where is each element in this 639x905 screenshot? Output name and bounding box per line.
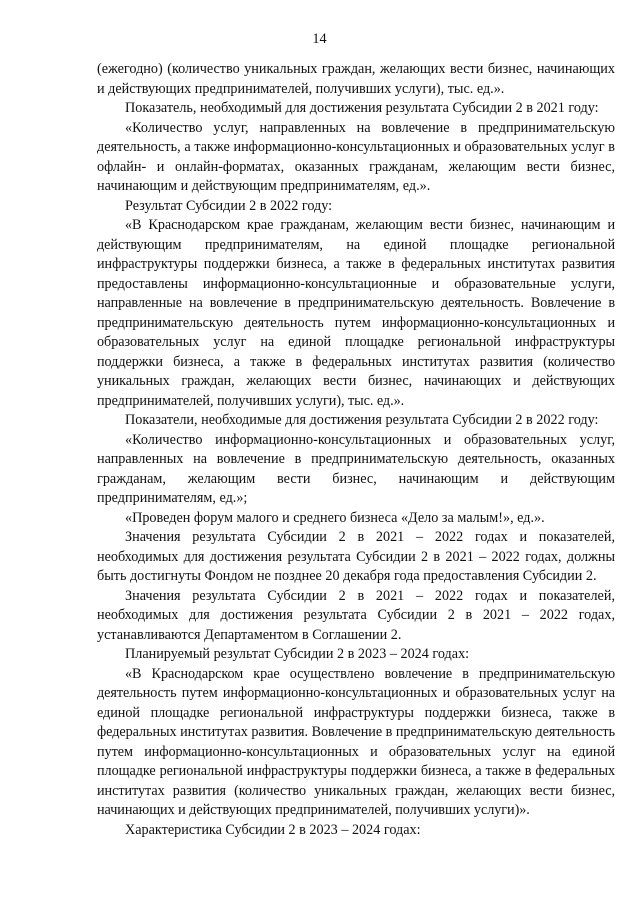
paragraph-result-2022-text: «В Краснодарском крае гражданам, желающим вести бизнес, начинающим и действующим предпринимателям, на единой площадке региональной инфраструктуры поддержки бизнеса, а также в федеральных институтах развития предоставлены информационно-консультационные и образовательные услуги, направленные на вовлечение в предпринимательскую деятельность. Вовлечение в предпринимательскую деятельность путем информационно-консультационных и образовательных услуг на единой площадке региональной инфраструктуры поддержки бизнеса, а также в федеральных институтах развития (количество уникальных граждан, желающих вести бизнес, начинающих и действующих предпринимателей, получивших услуги), тыс. ед.».	[97, 217, 615, 409]
paragraph-indicator-2022-forum: «Проведен форум малого и среднего бизнеса «Дело за малым!», ед.».	[125, 509, 545, 526]
paragraph-indicator-2021-text: «Количество услуг, направленных на вовлечение в предпринимательскую деятельность, а также информационно-консультационных и образовательных услуг в офлайн- и онлайн-форматах, оказанных гражданам, желающим вести бизнес, начинающим и действующим предпринимателям, ед.».	[97, 119, 615, 194]
paragraph-indicator-2021-heading: Показатель, необходимый для достижения результата Субсидии 2 в 2021 году:	[125, 100, 599, 116]
paragraph-indicators-2022-heading: Показатели, необходимые для достижения результата Субсидии 2 в 2022 году:	[125, 412, 599, 428]
paragraph-values-agreement: Значения результата Субсидии 2 в 2021 – 2022 годах и показателей, необходимых для достижения результата Субсидии 2 в 2021 – 2022 годах, устанавливаются Департаментом в Соглашении 2.	[97, 587, 615, 643]
paragraph-characteristic-heading: Характеристика Субсидии 2 в 2023 – 2024 годах:	[125, 821, 421, 838]
page-number: 14	[312, 31, 327, 47]
paragraph-planned-result-text: «В Краснодарском крае осуществлено вовлечение в предпринимательскую деятельность путем информационно-консультационных и образовательных услуг на единой площадке региональной инфраструктуры поддержки бизнеса, также в федеральных институтах развития. Вовлечение в предпринимательскую деятельность путем информационно-консультационных и образовательных услуг на единой площадке региональной инфраструктуры поддержки бизнеса, а также в федеральных институтах развития (количество уникальных граждан, желающих вести бизнес, начинающих и действующих предпринимателей, получивших услуги)».	[97, 665, 615, 818]
paragraph-indicator-2022-services: «Количество информационно-консультационных и образовательных услуг, направленных на вовлечение в предпринимательскую деятельность, оказанных гражданам, желающим вести бизнес, начинающим и действующим предпринимателям, ед.»;	[97, 431, 615, 506]
paragraph-values-deadline: Значения результата Субсидии 2 в 2021 – 2022 годах и показателей, необходимых для достижения результата Субсидии 2 в 2021 – 2022 годах, должны быть достигнуты Фондом не позднее 20 декабря года предоставления Субсидии 2.	[97, 529, 615, 584]
document-body	[97, 60, 615, 840]
paragraph-planned-result-heading: Планируемый результат Субсидии 2 в 2023 – 2024 годах:	[125, 646, 470, 662]
paragraph-result-2022-heading: Результат Субсидии 2 в 2022 году:	[125, 197, 333, 214]
paragraph-continuation: (ежегодно) (количество уникальных граждан, желающих вести бизнес, начинающих и действующих предпринимателей, получивших услуги), тыс. ед.».	[97, 61, 615, 97]
